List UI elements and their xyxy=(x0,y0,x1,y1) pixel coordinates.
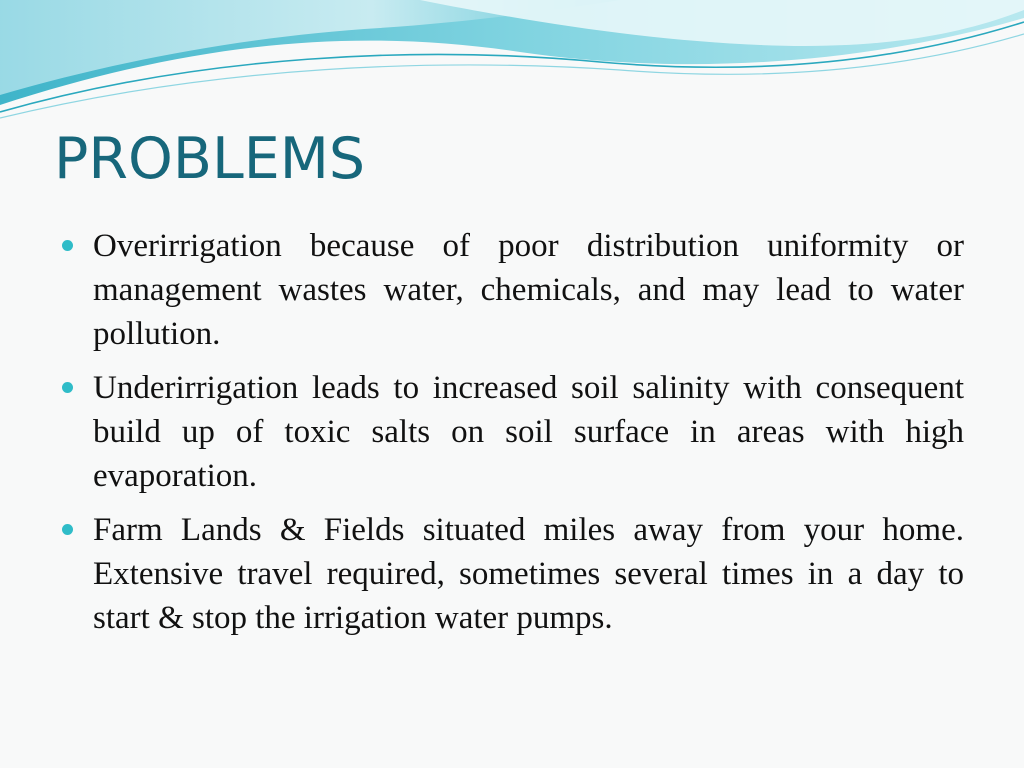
bullet-list xyxy=(62,224,964,650)
bullet-text: Overirrigation because of poor distribution uniformity or management wastes water, chemicals, and may lead to water pollution. xyxy=(93,228,964,352)
bullet-item-farm-lands xyxy=(62,508,964,640)
bullet-item-underirrigation xyxy=(62,366,964,498)
bullet-marker-icon xyxy=(62,524,73,535)
slide-title: PROBLEMS xyxy=(54,126,366,192)
bullet-text: Farm Lands & Fields situated miles away from your home. Extensive travel required, sometimes several times in a day to start & stop the irrigation water pumps. xyxy=(93,512,964,636)
bullet-marker-icon xyxy=(62,382,73,393)
bullet-item-overirrigation xyxy=(62,224,964,356)
bullet-text: Underirrigation leads to increased soil salinity with consequent build up of toxic salts on soil surface in areas with high evaporation. xyxy=(93,370,964,494)
bullet-marker-icon xyxy=(62,240,73,251)
header-wave-decoration xyxy=(0,0,1024,130)
